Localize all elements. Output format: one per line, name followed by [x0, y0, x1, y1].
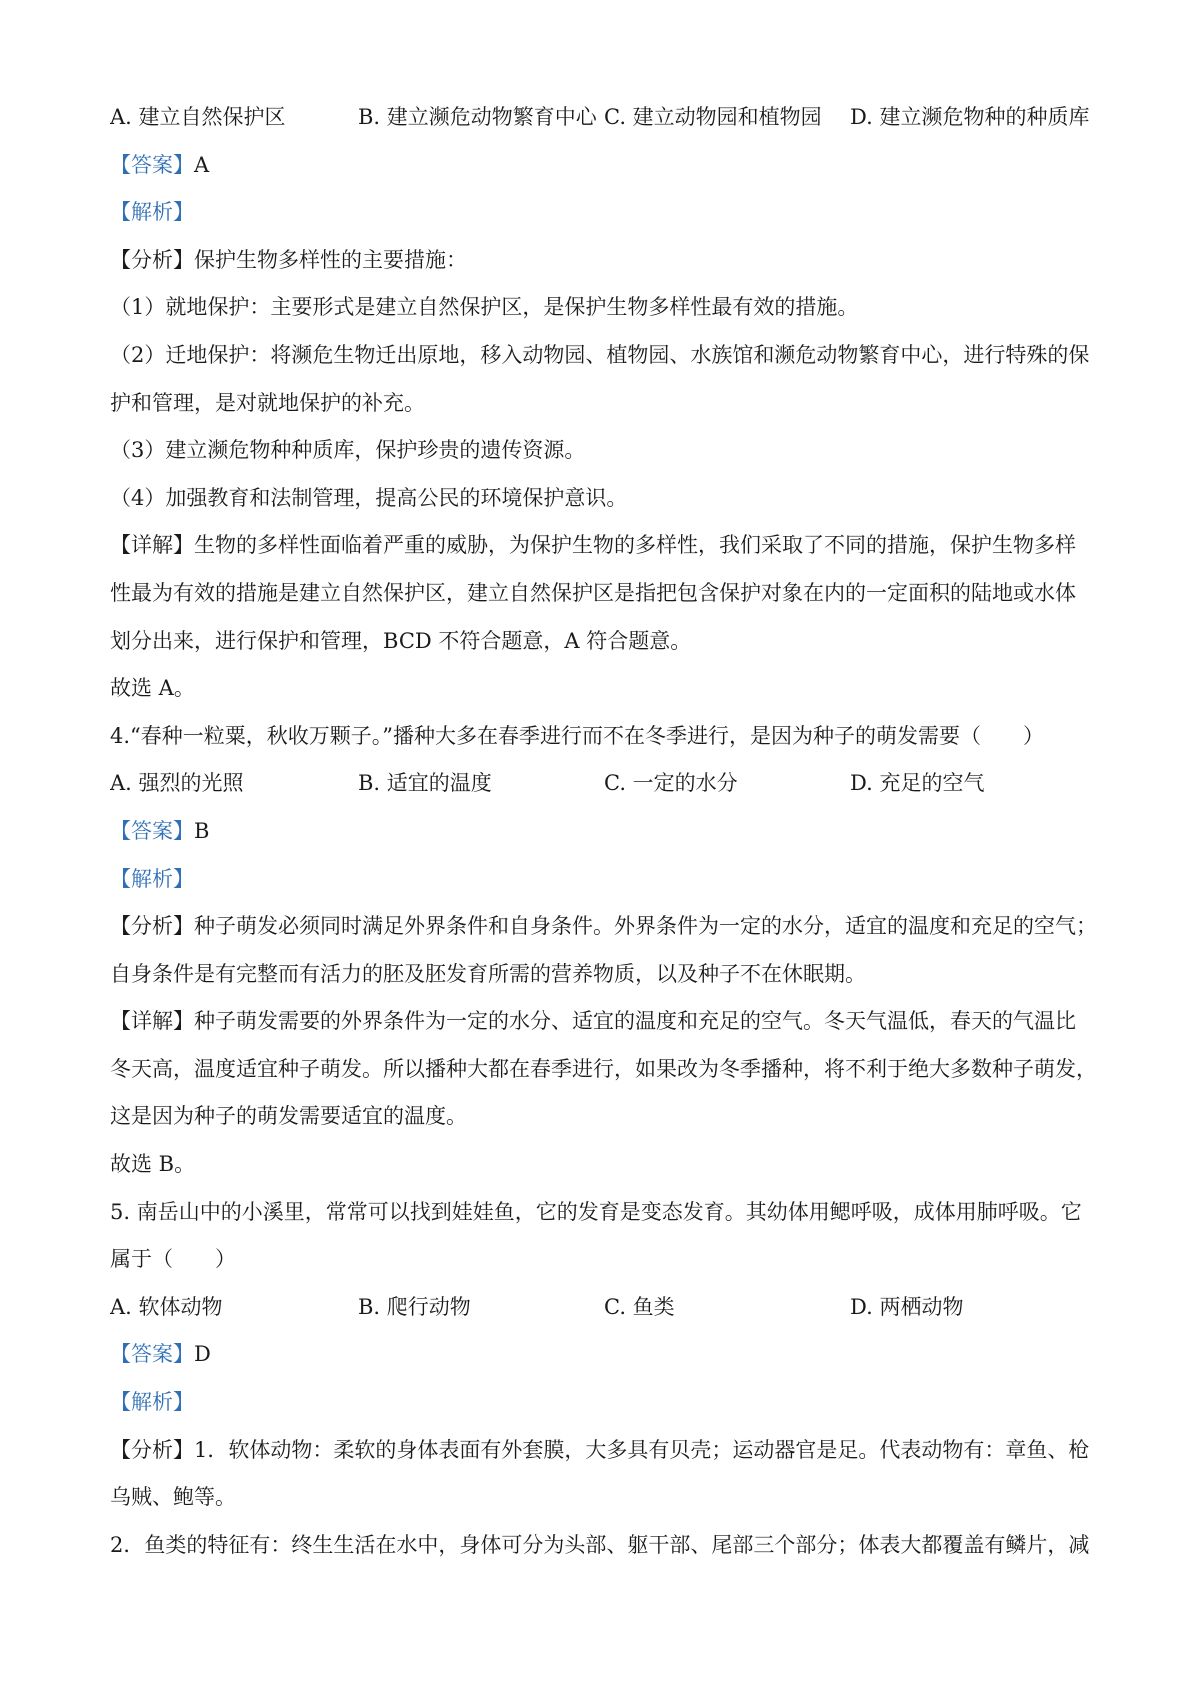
q3-analysis-tag: 【解析】 — [110, 200, 194, 225]
q5-answer: D — [194, 1342, 211, 1367]
q3-option-d: D. 建立濒危物种的种质库 — [850, 105, 1090, 129]
q5-option-a: A. 软体动物 — [110, 1294, 223, 1319]
q4-line-0: 【分析】种子萌发必须同时满足外界条件和自身条件。外界条件为一定的水分，适宜的温度和充足的空气； — [110, 914, 1097, 939]
q3-options — [110, 94, 1100, 142]
q5-line-2: 2．鱼类的特征有：终生生活在水中，身体可分为头部、躯干部、尾部三个部分；体表大都覆盖有鳞片，减 — [110, 1532, 1090, 1557]
q3-option-a: A. 建立自然保护区 — [110, 105, 286, 129]
q4-line-4: 这是因为种子的萌发需要适宜的温度。 — [110, 1104, 467, 1129]
q3-line-1: （1）就地保护：主要形式是建立自然保护区，是保护生物多样性最有效的措施。 — [110, 295, 859, 320]
q4-answer-line — [110, 808, 1100, 856]
q3-line-9: 故选 A。 — [110, 676, 195, 701]
q3-line-2: （2）迁地保护：将濒危生物迁出原地，移入动物园、植物园、水族馆和濒危动物繁育中心，进行特殊的保 — [110, 342, 1090, 367]
q3-line-5: （4）加强教育和法制管理，提高公民的环境保护意识。 — [110, 485, 628, 510]
q5-analysis-tag: 【解析】 — [110, 1390, 194, 1415]
q4-option-d: D. 充足的空气 — [850, 771, 985, 796]
q4-line-1: 自身条件是有完整而有活力的胚及胚发育所需的营养物质，以及种子不在休眠期。 — [110, 961, 866, 986]
q4-option-b: B. 适宜的温度 — [358, 771, 492, 796]
q4-stem: 4.“春种一粒粟，秋收万颗子。”播种大多在春季进行而不在冬季进行，是因为种子的萌发需要（ ） — [110, 723, 1045, 748]
q3-line-7: 性最为有效的措施是建立自然保护区，建立自然保护区是指把包含保护对象在内的一定面积的陆地或水体 — [110, 580, 1076, 605]
q5-answer-tag: 【答案】 — [110, 1342, 194, 1367]
q4-line-5: 故选 B。 — [110, 1152, 196, 1177]
document-content — [110, 94, 1100, 1569]
q4-option-c: C. 一定的水分 — [604, 771, 738, 796]
q3-line-3: 护和管理，是对就地保护的补充。 — [110, 390, 425, 415]
q5-stem-line-0: 5. 南岳山中的小溪里，常常可以找到娃娃鱼，它的发育是变态发育。其幼体用鳃呼吸，成体用肺呼吸。它 — [110, 1199, 1082, 1224]
q4-line-3: 冬天高，温度适宜种子萌发。所以播种大都在春季进行，如果改为冬季播种，将不利于绝大多数种子萌发， — [110, 1056, 1097, 1081]
q4-options — [110, 760, 1100, 808]
q5-option-c: C. 鱼类 — [604, 1294, 675, 1319]
q5-line-1: 乌贼、鲍等。 — [110, 1485, 236, 1510]
q3-answer-tag: 【答案】 — [110, 152, 194, 177]
q3-line-0: 【分析】保护生物多样性的主要措施： — [110, 247, 467, 272]
q3-option-c: C. 建立动物园和植物园 — [604, 105, 822, 129]
q5-options — [110, 1284, 1100, 1332]
q5-stem-line-1: 属于（ ） — [110, 1247, 236, 1272]
q5-option-d: D. 两栖动物 — [850, 1294, 964, 1319]
q3-option-b: B. 建立濒危动物繁育中心 — [358, 105, 597, 129]
q4-analysis-tag: 【解析】 — [110, 866, 194, 891]
q4-option-a: A. 强烈的光照 — [110, 771, 244, 796]
q3-answer: A — [194, 152, 210, 177]
q3-line-4: （3）建立濒危物种种质库，保护珍贵的遗传资源。 — [110, 438, 586, 463]
q3-answer-line — [110, 142, 1100, 190]
q4-answer: B — [194, 818, 210, 843]
q5-answer-line — [110, 1331, 1100, 1379]
q3-line-8: 划分出来，进行保护和管理，BCD 不符合题意，A 符合题意。 — [110, 628, 692, 653]
q5-line-0: 【分析】1．软体动物：柔软的身体表面有外套膜，大多具有贝壳；运动器官是足。代表动物有：章鱼、枪 — [110, 1437, 1090, 1462]
q4-line-2: 【详解】种子萌发需要的外界条件为一定的水分、适宜的温度和充足的空气。冬天气温低，春天的气温比 — [110, 1009, 1076, 1034]
q4-answer-tag: 【答案】 — [110, 818, 194, 843]
q5-option-b: B. 爬行动物 — [358, 1294, 471, 1319]
q3-line-6: 【详解】生物的多样性面临着严重的威胁，为保护生物的多样性，我们采取了不同的措施，保护生物多样 — [110, 533, 1076, 558]
